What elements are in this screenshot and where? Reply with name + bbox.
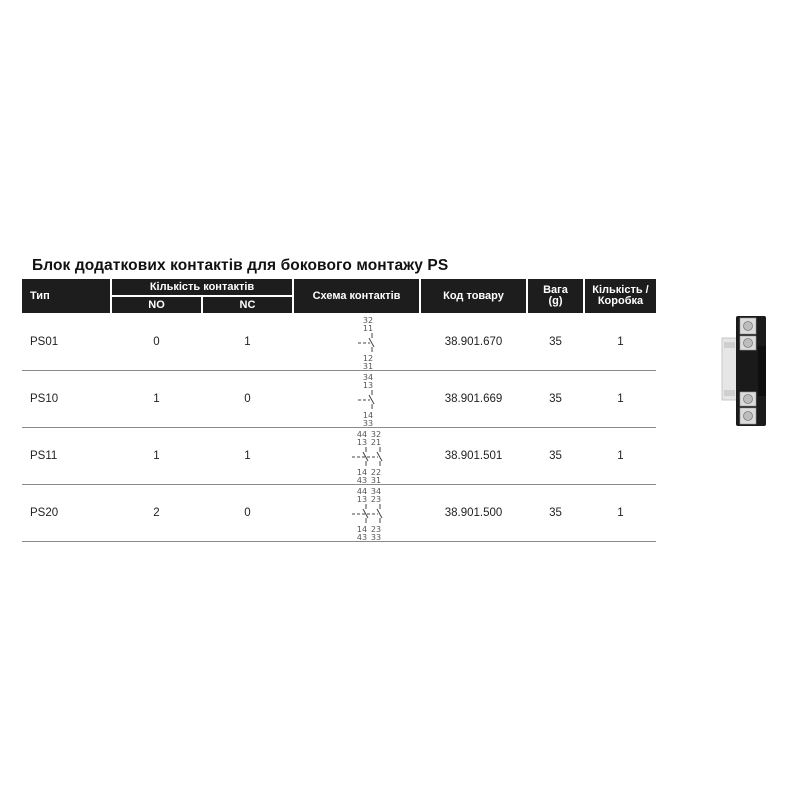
cell-code: 38.901.501 [444, 450, 503, 462]
header-type: Тип [22, 279, 110, 313]
terminal-label: 34 [370, 487, 382, 496]
cell-type: PS20 [30, 507, 59, 519]
terminal-label: 12 [362, 354, 374, 363]
contact-scheme-icon [322, 314, 434, 370]
cell-code: 38.901.500 [444, 507, 503, 519]
terminal-label: 31 [370, 476, 382, 484]
page-title: Блок додаткових контактів для бокового монтажу PS [32, 257, 449, 274]
terminal-label: 33 [370, 533, 382, 541]
terminal-label: 11 [362, 324, 374, 333]
cell-type: PS01 [30, 336, 59, 348]
cell-type: PS11 [30, 450, 58, 462]
cell-per-box: 1 [617, 336, 624, 348]
terminal-label: 34 [362, 373, 374, 382]
header-scheme: Схема контактів [294, 279, 419, 313]
header-nc: NC [203, 297, 292, 313]
cell-nc: 1 [244, 336, 251, 348]
terminal-label: 14 [356, 468, 368, 477]
contact-scheme-icon [322, 371, 434, 427]
header-no: NO [112, 297, 201, 313]
terminal-label: 44 [356, 487, 368, 496]
contact-scheme [322, 371, 434, 427]
contact-scheme [322, 314, 434, 370]
table-row [22, 485, 656, 542]
terminal-label: 44 [356, 430, 368, 439]
table-row [22, 428, 656, 485]
terminal-label: 14 [356, 525, 368, 534]
cell-no: 1 [153, 393, 160, 405]
terminal-label: 31 [362, 362, 374, 370]
table-row [22, 371, 656, 428]
terminal-label: 33 [362, 419, 374, 427]
terminal-label: 32 [370, 430, 382, 439]
auxiliary-contact-block-icon [718, 316, 770, 426]
header-per-box: Кількість / Коробка [585, 279, 656, 313]
contact-scheme-icon [322, 485, 434, 541]
cell-per-box: 1 [617, 450, 624, 462]
cell-nc: 0 [244, 507, 251, 519]
cell-no: 2 [153, 507, 160, 519]
terminal-label: 13 [356, 495, 368, 504]
cell-code: 38.901.669 [444, 393, 503, 405]
contact-scheme-icon [322, 428, 434, 484]
terminal-label: 21 [370, 438, 382, 447]
contact-scheme [322, 485, 434, 541]
cell-type: PS10 [30, 393, 59, 405]
table-row [22, 314, 656, 371]
cell-per-box: 1 [617, 393, 624, 405]
cell-nc: 1 [244, 450, 251, 462]
header-code: Код товару [421, 279, 526, 313]
terminal-label: 32 [362, 316, 374, 325]
contact-scheme [322, 428, 434, 484]
cell-per-box: 1 [617, 507, 624, 519]
cell-no: 1 [153, 450, 160, 462]
cell-weight: 35 [549, 507, 562, 519]
terminal-label: 13 [356, 438, 368, 447]
terminal-label: 23 [370, 495, 382, 504]
cell-weight: 35 [549, 393, 562, 405]
terminal-label: 13 [362, 381, 374, 390]
cell-no: 0 [153, 336, 160, 348]
cell-weight: 35 [549, 336, 562, 348]
header-contacts-group: Кількість контактів [112, 279, 292, 295]
terminal-label: 22 [370, 468, 382, 477]
cell-code: 38.901.670 [444, 336, 503, 348]
terminal-label: 43 [356, 533, 368, 541]
terminal-label: 14 [362, 411, 374, 420]
header-weight: Вага (g) [528, 279, 583, 313]
cell-nc: 0 [244, 393, 251, 405]
terminal-label: 23 [370, 525, 382, 534]
terminal-label: 43 [356, 476, 368, 484]
cell-weight: 35 [549, 450, 562, 462]
